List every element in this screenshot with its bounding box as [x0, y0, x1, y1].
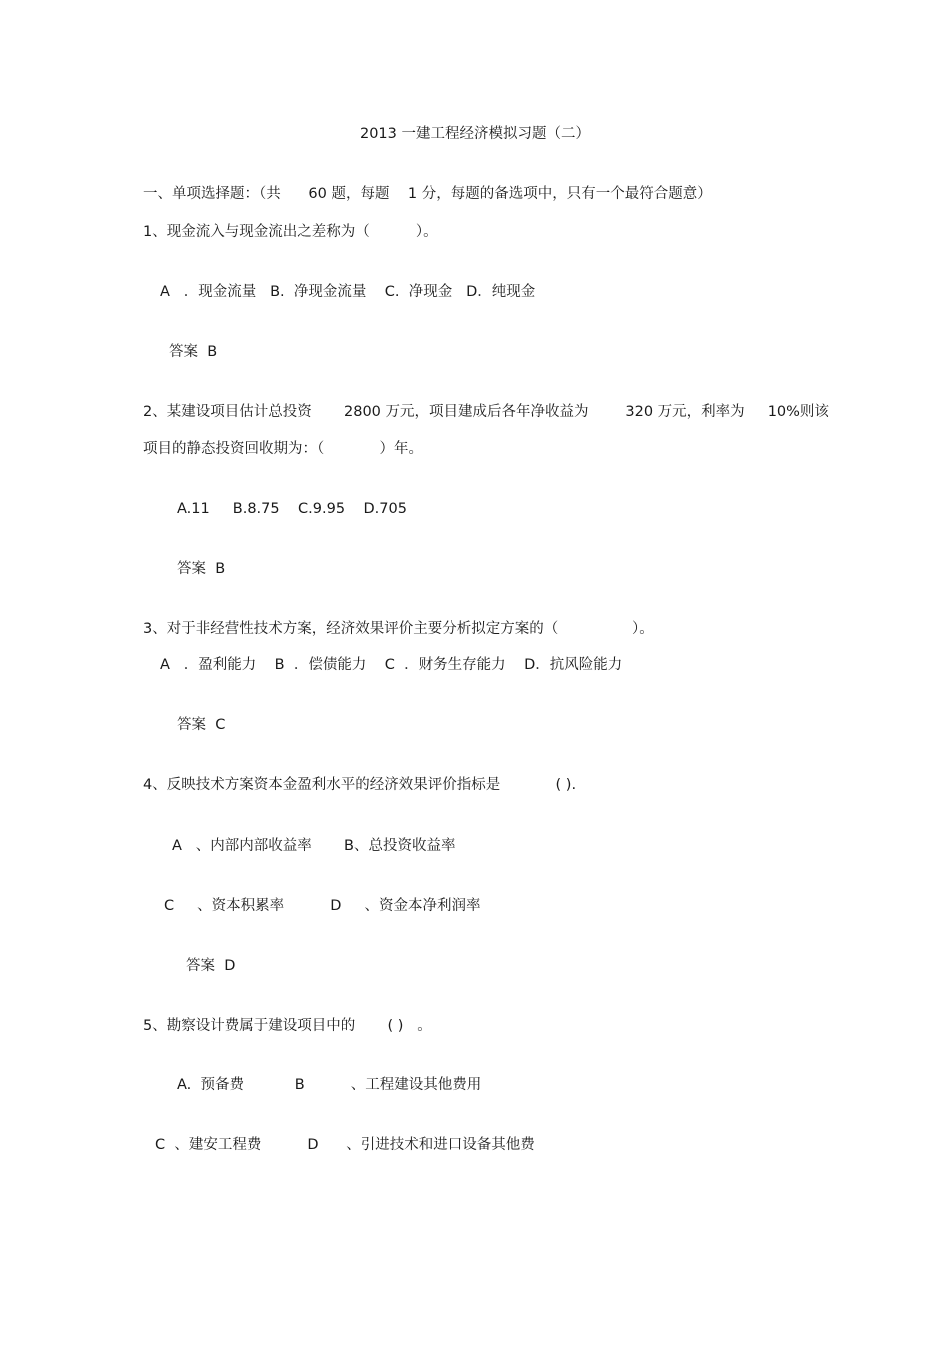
- question-2-answer: 答案 B: [177, 561, 226, 577]
- question-4-stem: 4、反映技术方案资本金盈利水平的经济效果评价指标是 ( ).: [143, 777, 577, 793]
- question-4-options-line2: C 、资本积累率 D 、资金本净利润率: [164, 898, 481, 914]
- question-4-answer: 答案 D: [186, 958, 236, 974]
- question-3-answer: 答案 C: [177, 717, 226, 733]
- question-2-stem-line1: 2、某建设项目估计总投资 2800 万元，项目建成后各年净收益为 320 万元，利率为 10%则该: [143, 404, 829, 420]
- question-4-options-line1: A 、内部内部收益率 B、总投资收益率: [172, 838, 456, 854]
- question-1-options: A ．现金流量 B. 净现金流量 C. 净现金 D．纯现金: [160, 284, 536, 300]
- question-1-stem: 1、现金流入与现金流出之差称为（ ）。: [143, 224, 438, 240]
- question-3-options: A ．盈利能力 B ．偿债能力 C ．财务生存能力 D．抗风险能力: [160, 657, 623, 673]
- question-2-options: A.11 B.8.75 C.9.95 D.705: [177, 501, 407, 517]
- question-1-answer: 答案 B: [169, 344, 218, 360]
- question-5-options-line1: A. 预备费 B 、工程建设其他费用: [177, 1077, 482, 1093]
- document-title: 2013 一建工程经济模拟习题（二）: [359, 126, 590, 142]
- question-5-stem: 5、勘察设计费属于建设项目中的 ( ) 。: [143, 1018, 432, 1034]
- question-3-stem: 3、对于非经营性技术方案，经济效果评价主要分析拟定方案的（ ）。: [143, 621, 654, 637]
- section-heading: 一、单项选择题：（共 60 题，每题 1 分，每题的备选项中，只有一个最符合题意）: [143, 186, 712, 202]
- question-2-stem-line2: 项目的静态投资回收期为：（ ）年。: [143, 441, 424, 457]
- question-5-options-line2: C 、建安工程费 D 、引进技术和进口设备其他费: [155, 1137, 535, 1153]
